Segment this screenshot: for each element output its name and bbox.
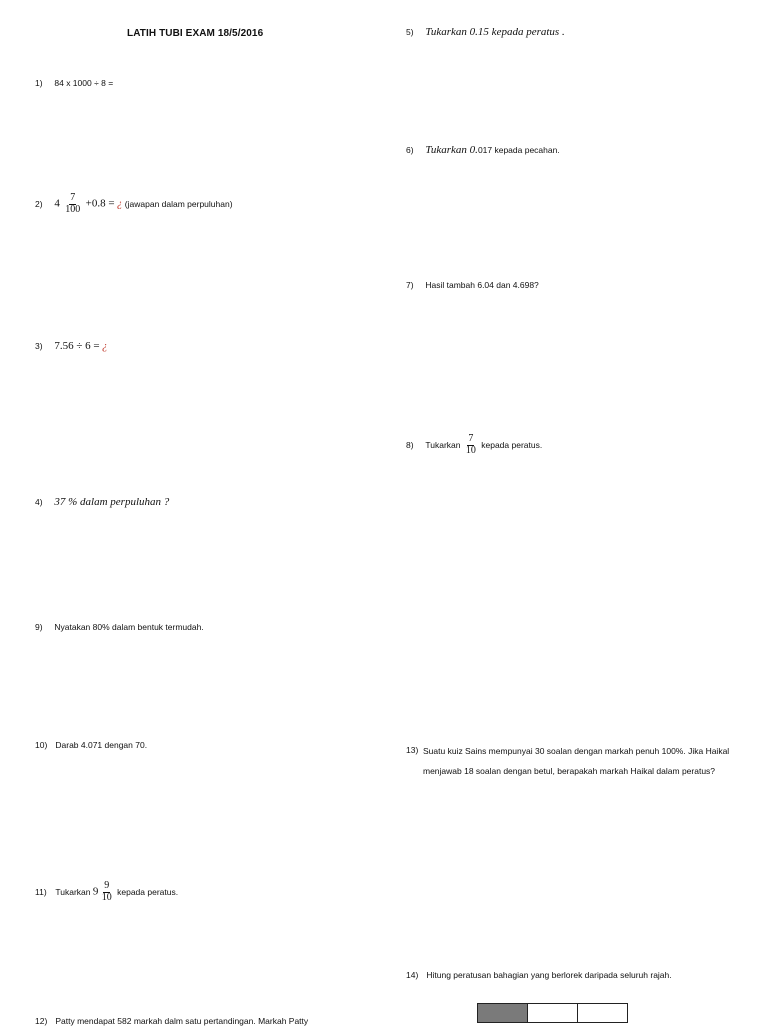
question-1-text: 84 x 1000 ÷ 8 = <box>54 78 114 88</box>
question-2 <box>35 193 233 215</box>
question-4 <box>35 497 169 508</box>
question-4-number: 4) <box>35 497 43 507</box>
question-8-numerator: 7 <box>468 433 474 444</box>
question-14-number: 14) <box>406 970 419 980</box>
question-10-text: Darab 4.071 dengan 70. <box>55 740 148 750</box>
question-10-number: 10) <box>35 740 48 750</box>
question-2-whole: 4 <box>54 197 60 210</box>
question-9-number: 9) <box>35 622 43 632</box>
question-2-fraction <box>64 193 81 215</box>
shaded-grid-diagram <box>478 1003 628 1023</box>
grid-cell <box>577 1003 628 1023</box>
question-2-numerator: 7 <box>70 192 76 203</box>
question-11-post: kepada peratus. <box>117 886 179 897</box>
question-6-math-text: Tukarkan 0. <box>425 144 478 156</box>
question-4-text: 37 % dalam perpuluhan ? <box>54 496 170 508</box>
question-11 <box>35 881 178 903</box>
question-3-number: 3) <box>35 341 43 351</box>
question-8-denominator: 10 <box>465 444 476 456</box>
question-6-number: 6) <box>406 145 414 155</box>
question-10 <box>35 741 147 750</box>
question-1 <box>35 79 113 88</box>
question-11-number: 11) <box>35 886 47 897</box>
question-2-denominator: 100 <box>65 203 81 215</box>
question-8-fraction <box>465 434 477 456</box>
question-11-denominator: 10 <box>101 891 112 903</box>
question-8-pre: Tukarkan <box>425 439 461 450</box>
question-2-mark: ¿ <box>116 197 123 210</box>
question-5-number: 5) <box>406 27 414 37</box>
page-title: LATIH TUBI EXAM 18/5/2016 <box>127 28 264 39</box>
question-6 <box>406 145 560 156</box>
question-11-fraction <box>101 881 113 903</box>
question-7-number: 7) <box>406 280 414 290</box>
question-14 <box>406 971 672 980</box>
question-7-text: Hasil tambah 6.04 dan 4.698? <box>425 280 539 290</box>
question-3 <box>35 341 108 352</box>
question-12-text: Patty mendapat 582 markah dalm satu pertandingan. Markah Patty <box>55 1016 309 1026</box>
question-7 <box>406 281 539 290</box>
grid-cell-shaded <box>477 1003 528 1023</box>
question-11-whole: 9 <box>92 885 99 898</box>
question-2-number: 2) <box>35 198 43 209</box>
question-9 <box>35 623 204 632</box>
question-3-expression: 7.56 ÷ 6 = <box>54 340 100 352</box>
question-9-text: Nyatakan 80% dalam bentuk termudah. <box>54 622 204 632</box>
question-8-number: 8) <box>406 439 414 450</box>
question-8-post: kepada peratus. <box>481 439 543 450</box>
grid-cell <box>527 1003 578 1023</box>
question-14-text: Hitung peratusan bahagian yang berlorek daripada seluruh rajah. <box>426 970 672 980</box>
question-1-number: 1) <box>35 78 43 88</box>
question-5-text: Tukarkan 0.15 kepada peratus . <box>425 26 565 38</box>
question-12-number: 12) <box>35 1016 48 1026</box>
question-13-text: Suatu kuiz Sains mempunyai 30 soalan dengan markah penuh 100%. Jika Haikal menjawab 18 soalan dengan betul, berapakah markah Haikal dalam peratus? <box>423 746 730 776</box>
question-13-number: 13) <box>406 745 419 755</box>
question-5 <box>406 27 565 38</box>
question-8 <box>406 434 542 456</box>
question-2-expression: +0.8 = <box>85 197 115 210</box>
question-6-rest-text: 017 kepada pecahan. <box>477 145 560 155</box>
question-3-mark: ¿ <box>102 340 108 352</box>
question-2-note: (jawapan dalam perpuluhan) <box>124 198 233 209</box>
question-11-numerator: 9 <box>104 880 110 891</box>
question-12 <box>35 1017 308 1026</box>
question-11-pre: Tukarkan <box>55 886 91 897</box>
